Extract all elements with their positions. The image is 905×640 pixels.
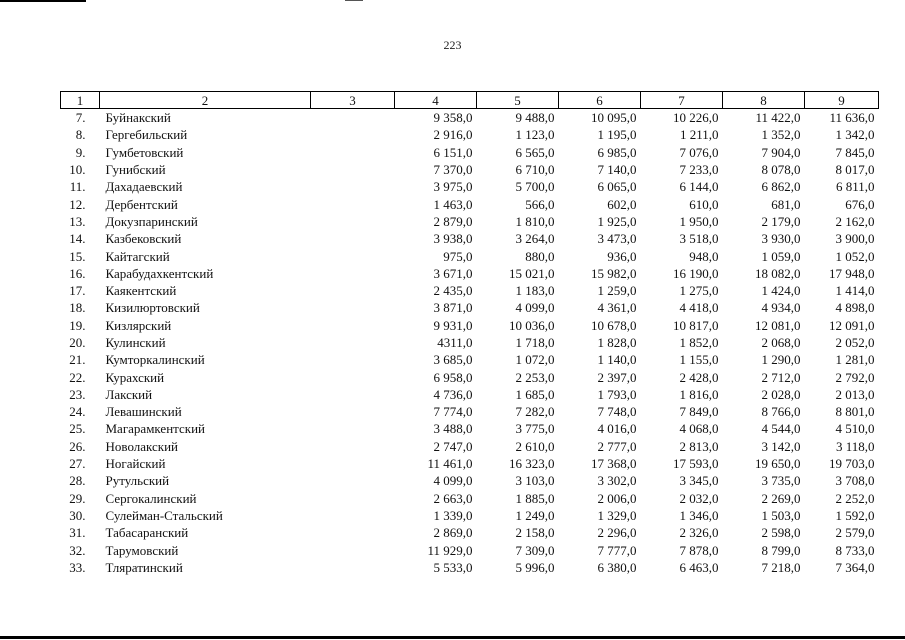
- value-cell: 9 931,0: [433, 317, 473, 333]
- row-number: 24.: [69, 404, 86, 420]
- value-cell: 1 793,0: [597, 386, 637, 402]
- row-number: 29.: [69, 490, 86, 506]
- value-cell: 936,0: [607, 248, 637, 264]
- value-cell: 2 032,0: [679, 490, 719, 506]
- value-cell: 7 777,0: [597, 542, 637, 558]
- row-number: 27.: [69, 456, 86, 472]
- value-cell: 4 418,0: [679, 300, 719, 316]
- empty-cell: [311, 317, 395, 334]
- value-cell: 10 678,0: [591, 317, 637, 333]
- value-cell: 610,0: [689, 196, 719, 212]
- header-cell: 4: [395, 92, 477, 109]
- row-number: 13.: [69, 213, 86, 229]
- value-cell: 2 162,0: [835, 213, 875, 229]
- value-cell: 6 151,0: [433, 144, 473, 160]
- empty-cell: [311, 195, 395, 212]
- value-cell: 1 352,0: [761, 127, 801, 143]
- value-cell: 4 016,0: [597, 421, 637, 437]
- value-cell: 2 747,0: [433, 438, 473, 454]
- value-cell: 2 326,0: [679, 525, 719, 541]
- table-row: [61, 490, 879, 507]
- district-name: Тарумовский: [105, 542, 179, 558]
- table-row: [61, 507, 879, 524]
- table-row: [61, 230, 879, 247]
- empty-cell: [311, 420, 395, 437]
- value-cell: 3 118,0: [835, 438, 875, 454]
- empty-cell: [311, 541, 395, 558]
- value-cell: 948,0: [689, 248, 719, 264]
- empty-cell: [311, 559, 395, 576]
- value-cell: 1 810,0: [515, 213, 555, 229]
- value-cell: 8 733,0: [835, 542, 875, 558]
- district-name: Кайтагский: [105, 248, 170, 264]
- value-cell: 11 422,0: [755, 110, 801, 126]
- value-cell: 6 380,0: [597, 559, 637, 575]
- value-cell: 676,0: [845, 196, 875, 212]
- value-cell: 4311,0: [437, 335, 473, 350]
- empty-cell: [311, 282, 395, 299]
- value-cell: 2 598,0: [761, 525, 801, 541]
- value-cell: 2 269,0: [761, 490, 801, 506]
- value-cell: 17 368,0: [591, 456, 637, 472]
- value-cell: 2 813,0: [679, 438, 719, 454]
- header-cell: 6: [559, 92, 641, 109]
- value-cell: 8 766,0: [761, 404, 801, 420]
- value-cell: 7 233,0: [679, 162, 719, 178]
- district-name: Рутульский: [105, 473, 170, 489]
- district-name: Кумторкалинский: [105, 352, 205, 368]
- value-cell: 2 179,0: [761, 213, 801, 229]
- table-row: [61, 524, 879, 541]
- district-name: Кизлярский: [105, 317, 172, 333]
- empty-cell: [311, 455, 395, 472]
- row-number: 16.: [69, 265, 86, 281]
- value-cell: 1 424,0: [761, 283, 801, 299]
- district-name: Буйнакский: [105, 110, 171, 126]
- empty-cell: [311, 386, 395, 403]
- value-cell: 4 510,0: [835, 421, 875, 437]
- value-cell: 1 329,0: [597, 507, 637, 523]
- row-number: 9.: [75, 144, 86, 160]
- value-cell: 4 736,0: [433, 386, 473, 402]
- value-cell: 8 078,0: [761, 162, 801, 178]
- empty-cell: [311, 109, 395, 127]
- value-cell: 6 958,0: [433, 369, 473, 385]
- header-row: [61, 92, 879, 109]
- row-number: 22.: [69, 369, 86, 385]
- value-cell: 4 099,0: [433, 473, 473, 489]
- value-cell: 1 072,0: [515, 352, 555, 368]
- value-cell: 3 708,0: [835, 473, 875, 489]
- district-name: Гергебильский: [105, 127, 188, 143]
- district-name: Гунибский: [105, 162, 166, 178]
- district-name: Левашинский: [105, 404, 182, 420]
- row-number: 26.: [69, 438, 86, 454]
- value-cell: 1 592,0: [835, 507, 875, 523]
- row-number: 28.: [69, 473, 86, 489]
- value-cell: 1 249,0: [515, 507, 555, 523]
- value-cell: 1 155,0: [679, 352, 719, 368]
- value-cell: 880,0: [525, 248, 555, 264]
- value-cell: 6 985,0: [597, 144, 637, 160]
- value-cell: 8 801,0: [835, 404, 875, 420]
- value-cell: 602,0: [607, 196, 637, 212]
- district-name: Гумбетовский: [105, 144, 184, 160]
- value-cell: 2 253,0: [515, 369, 555, 385]
- value-cell: 6 811,0: [835, 179, 875, 195]
- bottom-rule: [0, 636, 905, 639]
- value-cell: 4 934,0: [761, 300, 801, 316]
- value-cell: 7 774,0: [433, 404, 473, 420]
- table-row: [61, 299, 879, 316]
- table-row: [61, 455, 879, 472]
- value-cell: 2 068,0: [761, 335, 801, 350]
- district-name: Сулейман-Стальский: [105, 507, 223, 523]
- value-cell: 8 799,0: [761, 542, 801, 558]
- value-cell: 10 095,0: [591, 110, 637, 126]
- value-cell: 3 671,0: [433, 265, 473, 281]
- value-cell: 2 252,0: [835, 490, 875, 506]
- value-cell: 1 828,0: [597, 335, 637, 350]
- row-number: 21.: [69, 352, 86, 368]
- table-row: [61, 541, 879, 558]
- value-cell: 7 748,0: [597, 404, 637, 420]
- table-row: [61, 265, 879, 282]
- row-number: 30.: [69, 507, 86, 523]
- value-cell: 5 700,0: [515, 179, 555, 195]
- value-cell: 1 925,0: [597, 213, 637, 229]
- header-cell: 1: [61, 92, 100, 109]
- value-cell: 1 718,0: [515, 335, 555, 350]
- empty-cell: [311, 247, 395, 264]
- row-number: 14.: [69, 231, 86, 247]
- value-cell: 2 006,0: [597, 490, 637, 506]
- value-cell: 17 593,0: [673, 456, 719, 472]
- value-cell: 7 309,0: [515, 542, 555, 558]
- row-number: 25.: [69, 421, 86, 437]
- value-cell: 3 473,0: [597, 231, 637, 247]
- value-cell: 1 195,0: [597, 127, 637, 143]
- value-cell: 1 052,0: [835, 248, 875, 264]
- empty-cell: [311, 490, 395, 507]
- value-cell: 2 712,0: [761, 369, 801, 385]
- value-cell: 4 361,0: [597, 300, 637, 316]
- value-cell: 1 281,0: [835, 352, 875, 368]
- district-name: Докузпаринский: [105, 213, 198, 229]
- row-number: 8.: [75, 127, 86, 143]
- value-cell: 1 885,0: [515, 490, 555, 506]
- district-name: Сергокалинский: [105, 490, 197, 506]
- value-cell: 4 099,0: [515, 300, 555, 316]
- header-cell: 2: [100, 92, 311, 109]
- value-cell: 1 685,0: [515, 386, 555, 402]
- value-cell: 2 013,0: [835, 386, 875, 402]
- value-cell: 10 226,0: [673, 110, 719, 126]
- value-cell: 3 302,0: [597, 473, 637, 489]
- district-name: Магарамкентский: [105, 421, 205, 437]
- row-number: 15.: [69, 248, 86, 264]
- value-cell: 17 948,0: [829, 265, 875, 281]
- empty-cell: [311, 403, 395, 420]
- value-cell: 15 982,0: [591, 265, 637, 281]
- value-cell: 1 950,0: [679, 213, 719, 229]
- empty-cell: [311, 178, 395, 195]
- value-cell: 6 862,0: [761, 179, 801, 195]
- value-cell: 9 488,0: [515, 110, 555, 126]
- value-cell: 2 435,0: [433, 283, 473, 299]
- value-cell: 16 323,0: [509, 456, 555, 472]
- table-row: [61, 403, 879, 420]
- value-cell: 1 275,0: [679, 283, 719, 299]
- value-cell: 2 158,0: [515, 525, 555, 541]
- value-cell: 6 065,0: [597, 179, 637, 195]
- district-name: Дербентский: [105, 196, 178, 212]
- value-cell: 1 503,0: [761, 507, 801, 523]
- table-row: [61, 161, 879, 178]
- value-cell: 3 345,0: [679, 473, 719, 489]
- table-row: [61, 213, 879, 230]
- table-row: [61, 420, 879, 437]
- empty-cell: [311, 161, 395, 178]
- value-cell: 3 685,0: [433, 352, 473, 368]
- empty-cell: [311, 368, 395, 385]
- table-row: [61, 386, 879, 403]
- empty-cell: [311, 472, 395, 489]
- value-cell: 19 703,0: [829, 456, 875, 472]
- table-row: [61, 438, 879, 455]
- empty-cell: [311, 524, 395, 541]
- value-cell: 11 929,0: [427, 542, 473, 558]
- top-left-rule: [0, 0, 86, 2]
- value-cell: 4 068,0: [679, 421, 719, 437]
- value-cell: 3 900,0: [835, 231, 875, 247]
- value-cell: 7 364,0: [835, 559, 875, 575]
- empty-cell: [311, 507, 395, 524]
- value-cell: 2 879,0: [433, 213, 473, 229]
- table-row: [61, 195, 879, 212]
- value-cell: 1 852,0: [679, 335, 719, 350]
- value-cell: 6 710,0: [515, 162, 555, 178]
- value-cell: 7 845,0: [835, 144, 875, 160]
- value-cell: 3 264,0: [515, 231, 555, 247]
- value-cell: 1 816,0: [679, 386, 719, 402]
- value-cell: 566,0: [525, 196, 555, 212]
- value-cell: 1 211,0: [679, 127, 719, 143]
- value-cell: 7 218,0: [761, 559, 801, 575]
- value-cell: 12 091,0: [829, 317, 875, 333]
- value-cell: 3 488,0: [433, 421, 473, 437]
- value-cell: 3 103,0: [515, 473, 555, 489]
- value-cell: 3 871,0: [433, 300, 473, 316]
- value-cell: 10 036,0: [509, 317, 555, 333]
- value-cell: 3 930,0: [761, 231, 801, 247]
- row-number: 18.: [69, 300, 86, 316]
- value-cell: 2 028,0: [761, 386, 801, 402]
- empty-cell: [311, 265, 395, 282]
- row-number: 31.: [69, 525, 86, 541]
- value-cell: 1 342,0: [835, 127, 875, 143]
- value-cell: 7 282,0: [515, 404, 555, 420]
- header-cell: 3: [311, 92, 395, 109]
- value-cell: 4 544,0: [761, 421, 801, 437]
- data-table: [60, 91, 879, 576]
- empty-cell: [311, 334, 395, 351]
- table-row: [61, 144, 879, 161]
- empty-cell: [311, 299, 395, 316]
- table-body: [61, 109, 879, 577]
- district-name: Казбековский: [105, 231, 182, 247]
- value-cell: 6 144,0: [679, 179, 719, 195]
- value-cell: 11 461,0: [427, 456, 473, 472]
- value-cell: 7 904,0: [761, 144, 801, 160]
- value-cell: 5 996,0: [515, 559, 555, 575]
- value-cell: 2 610,0: [515, 438, 555, 454]
- district-name: Каякентский: [105, 283, 177, 299]
- value-cell: 7 878,0: [679, 542, 719, 558]
- district-name: Ногайский: [105, 456, 166, 472]
- value-cell: 3 142,0: [761, 438, 801, 454]
- value-cell: 7 370,0: [433, 162, 473, 178]
- table-row: [61, 109, 879, 127]
- value-cell: 6 565,0: [515, 144, 555, 160]
- value-cell: 1 183,0: [515, 283, 555, 299]
- table-row: [61, 178, 879, 195]
- value-cell: 2 579,0: [835, 525, 875, 541]
- table-row: [61, 247, 879, 264]
- table-row: [61, 368, 879, 385]
- district-name: Курахский: [105, 369, 165, 385]
- value-cell: 3 735,0: [761, 473, 801, 489]
- district-name: Табасаранский: [105, 525, 189, 541]
- table-row: [61, 282, 879, 299]
- header-cell: 8: [723, 92, 805, 109]
- value-cell: 2 777,0: [597, 438, 637, 454]
- value-cell: 15 021,0: [509, 265, 555, 281]
- district-name: Новолакский: [105, 438, 179, 454]
- value-cell: 11 636,0: [829, 110, 875, 126]
- value-cell: 3 938,0: [433, 231, 473, 247]
- empty-cell: [311, 438, 395, 455]
- value-cell: 19 650,0: [755, 456, 801, 472]
- value-cell: 1 259,0: [597, 283, 637, 299]
- table-row: [61, 126, 879, 143]
- value-cell: 2 428,0: [679, 369, 719, 385]
- row-number: 32.: [69, 542, 86, 558]
- value-cell: 10 817,0: [673, 317, 719, 333]
- value-cell: 1 140,0: [597, 352, 637, 368]
- row-number: 17.: [69, 283, 86, 299]
- table-row: [61, 334, 879, 351]
- value-cell: 7 849,0: [679, 404, 719, 420]
- value-cell: 2 663,0: [433, 490, 473, 506]
- table-row: [61, 317, 879, 334]
- value-cell: 7 140,0: [597, 162, 637, 178]
- value-cell: 1 339,0: [433, 507, 473, 523]
- header-cell: 5: [477, 92, 559, 109]
- table-row: [61, 351, 879, 368]
- row-number: 12.: [69, 196, 86, 212]
- value-cell: 7 076,0: [679, 144, 719, 160]
- header-cell: 7: [641, 92, 723, 109]
- value-cell: 18 082,0: [755, 265, 801, 281]
- district-name: Тляратинский: [105, 559, 183, 575]
- district-name: Кизилюртовский: [105, 300, 200, 316]
- value-cell: 16 190,0: [673, 265, 719, 281]
- empty-cell: [311, 126, 395, 143]
- value-cell: 1 123,0: [515, 127, 555, 143]
- value-cell: 12 081,0: [755, 317, 801, 333]
- row-number: 33.: [69, 559, 86, 575]
- row-number: 7.: [75, 110, 86, 126]
- value-cell: 2 397,0: [597, 369, 637, 385]
- value-cell: 9 358,0: [433, 110, 473, 126]
- row-number: 20.: [69, 335, 86, 350]
- row-number: 10.: [69, 162, 86, 178]
- value-cell: 1 346,0: [679, 507, 719, 523]
- top-center-mark: [345, 0, 363, 1]
- value-cell: 681,0: [771, 196, 801, 212]
- value-cell: 3 775,0: [515, 421, 555, 437]
- row-number: 19.: [69, 317, 86, 333]
- value-cell: 4 898,0: [835, 300, 875, 316]
- district-name: Карабудахкентский: [105, 265, 214, 281]
- value-cell: 2 296,0: [597, 525, 637, 541]
- value-cell: 2 052,0: [835, 335, 875, 350]
- district-name: Лакский: [105, 386, 153, 402]
- table-row: [61, 472, 879, 489]
- district-name: Дахадаевский: [105, 179, 183, 195]
- empty-cell: [311, 230, 395, 247]
- district-name: Кулинский: [105, 335, 166, 350]
- value-cell: 5 533,0: [433, 559, 473, 575]
- value-cell: 1 463,0: [433, 196, 473, 212]
- empty-cell: [311, 144, 395, 161]
- header-cell: 9: [805, 92, 879, 109]
- row-number: 23.: [69, 386, 86, 402]
- value-cell: 1 059,0: [761, 248, 801, 264]
- value-cell: 6 463,0: [679, 559, 719, 575]
- value-cell: 3 518,0: [679, 231, 719, 247]
- empty-cell: [311, 351, 395, 368]
- table-row: [61, 559, 879, 576]
- value-cell: 1 414,0: [835, 283, 875, 299]
- value-cell: 2 916,0: [433, 127, 473, 143]
- value-cell: 2 869,0: [433, 525, 473, 541]
- empty-cell: [311, 213, 395, 230]
- value-cell: 1 290,0: [761, 352, 801, 368]
- value-cell: 975,0: [443, 248, 473, 264]
- row-number: 11.: [69, 179, 86, 195]
- value-cell: 2 792,0: [835, 369, 875, 385]
- value-cell: 8 017,0: [835, 162, 875, 178]
- value-cell: 3 975,0: [433, 179, 473, 195]
- page-number: 223: [443, 38, 462, 52]
